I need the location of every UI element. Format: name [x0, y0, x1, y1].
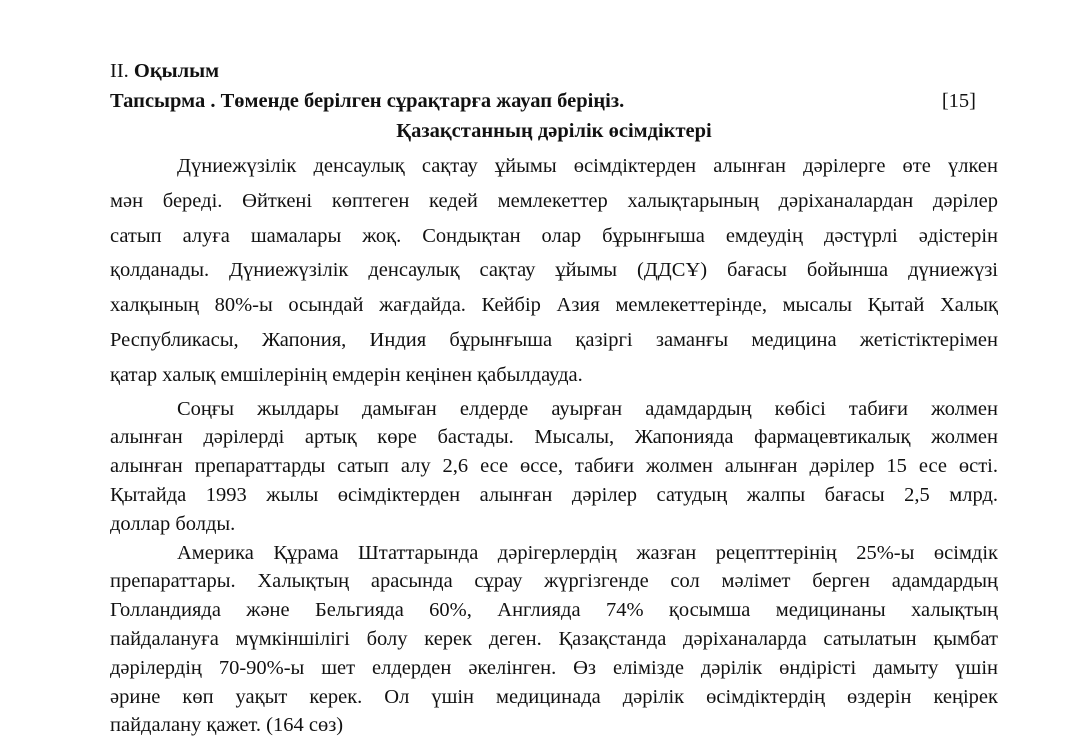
task-instruction: Тапсырма . Төменде берілген сұрақтарға жауап беріңіз.	[110, 90, 625, 112]
text-line: халқының 80%-ы осындай жағдайда. Кейбір Азия мемлекеттерінде, мысалы Қытай Халық	[110, 294, 998, 317]
text-line: әрине көп уақыт керек. Ол үшін медицинада дәрілік өсімдіктердің өздерін кеңірек	[110, 685, 998, 708]
text-line: қолданады. Дүниежүзілік денсаулық сақтау ұйымы (ДДСҰ) бағасы бойынша дүниежүзі	[110, 259, 998, 282]
text-line: сатып алуға шамалары жоқ. Сондықтан олар бұрынғыша емдеудің дәстүрлі әдістерін	[110, 224, 998, 247]
text-line: Дүниежүзілік денсаулық сақтау ұйымы өсімдіктерден алынған дәрілерге өте үлкен	[177, 155, 998, 177]
text-line: алынған дәрілерді артық көре бастады. Мысалы, Жапонияда фармацевтикалық жолмен	[110, 426, 998, 449]
text-line: пайдалануға мүмкіншілігі болу керек деген. Қазақстанда дәріханаларда сатылатын қымбат	[110, 627, 998, 650]
text-line: Республикасы, Жапония, Индия бұрынғыша қазіргі заманғы медицина жетістіктерімен	[110, 328, 998, 351]
paragraph-3	[110, 539, 998, 740]
section-heading: Оқылым	[133, 60, 220, 82]
text-line: дәрілердің 70-90%-ы шет елдерден әкелінген. Өз елімізде дәрілік өндірісті дамыту үшін	[110, 656, 998, 679]
text-line: Америка Құрама Штаттарында дәрігерлердің жазған рецепттерінің 25%-ы өсімдік	[177, 541, 998, 564]
text-line: Соңғы жылдары дамыған елдерде ауырған адамдардың көбісі табиғи жолмен	[177, 397, 998, 420]
section-number: II.	[110, 60, 129, 82]
paragraph-2	[110, 395, 998, 539]
text-line: пайдалану қажет. (164 сөз)	[110, 714, 344, 737]
text-line: Қытайда 1993 жылы өсімдіктерден алынған дәрілер сатудың жалпы бағасы 2,5 млрд.	[110, 483, 998, 506]
article-title: Қазақстанның дәрілік өсімдіктері	[396, 120, 712, 142]
text-line: алынған препараттарды сатып алу 2,6 есе өссе, табиғи жолмен алынған дәрілер 15 есе өсті.	[110, 455, 998, 478]
task-line	[110, 86, 998, 116]
section-header	[110, 56, 998, 86]
text-line: Голландияда және Бельгияда 60%, Англияда 74% қосымша медицинаны халықтың	[110, 599, 998, 622]
paragraph-1	[110, 149, 998, 393]
document-page	[110, 56, 998, 740]
text-line: мән береді. Өйткені көптеген кедей мемлекеттер халықтарының дәріханалардан дәрілер	[110, 189, 998, 212]
text-line: доллар болды.	[110, 512, 236, 535]
task-points: [15]	[941, 90, 976, 112]
text-line: препараттары. Халықтың арасында сұрау жүргізгенде сол мәлімет берген адамдардың	[110, 570, 998, 593]
text-line: қатар халық емшілерінің емдерін кеңінен қабылдауда.	[110, 363, 583, 386]
